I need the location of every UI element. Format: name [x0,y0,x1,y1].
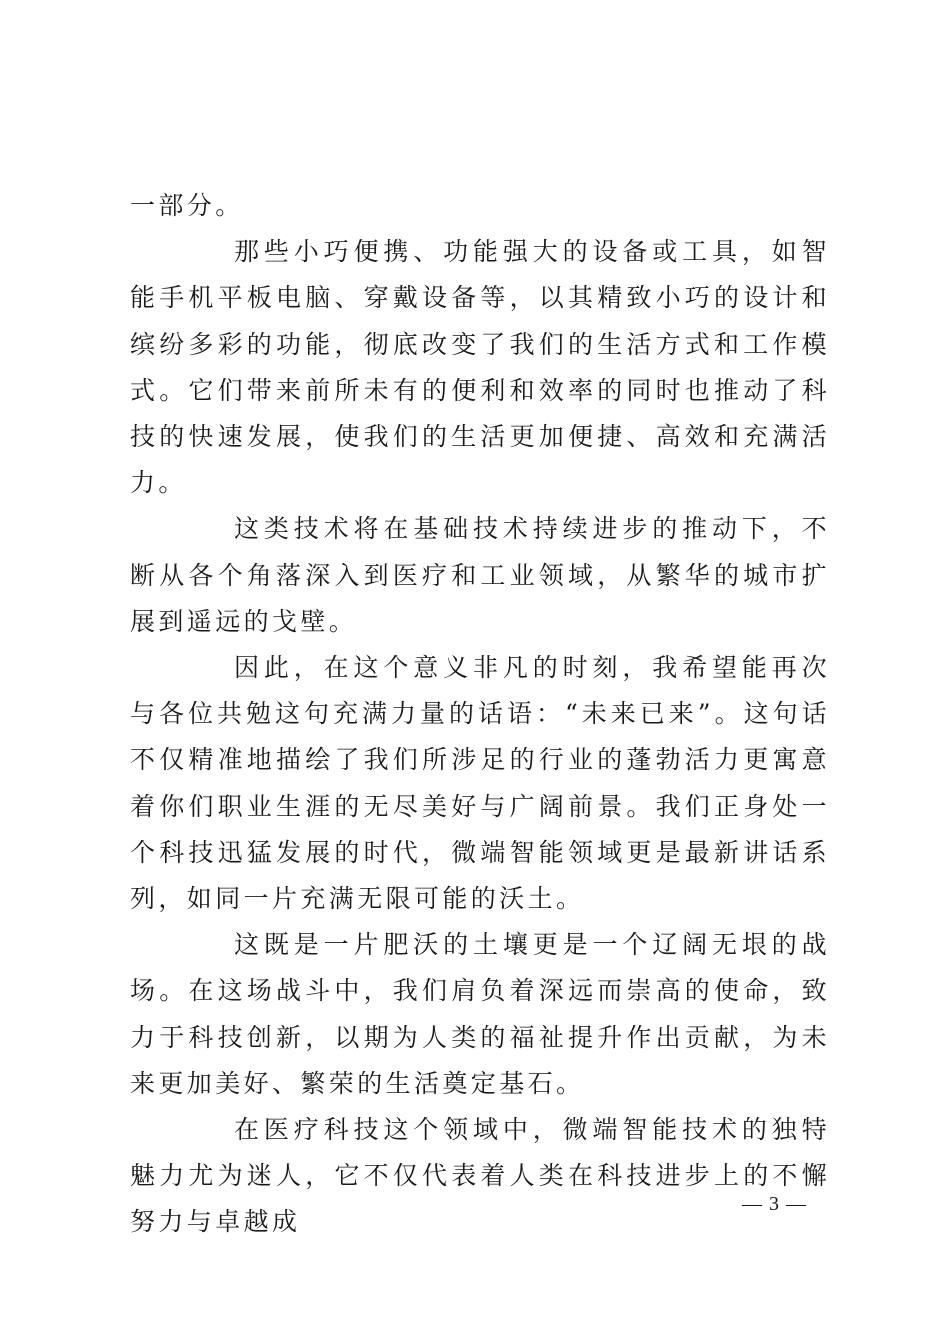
page-number: — 3 — [742,1193,807,1215]
paragraph: 因此，在这个意义非凡的时刻，我希望能再次与各位共勉这句充满力量的话语：“未来已来”。这句话不仅精准地描绘了我们所涉足的行业的蓬勃活力更寓意着你们职业生涯的无尽美好与广阔前景。我们正身处一个科技迅猛发展的时代，微端智能领域更是最新讲话系列，如同一片充满无限可能的沃土。 [130,653,830,914]
paragraph-continuation: 一部分。 [130,191,244,220]
paragraph: 在医疗科技这个领域中，微端智能技术的独特魅力尤为迷人，它不仅代表着人类在科技进步上的不懈努力与卓越成 [130,1115,830,1237]
document-body [130,183,830,1246]
paragraph: 那些小巧便携、功能强大的设备或工具，如智能手机平板电脑、穿戴设备等，以其精致小巧的设计和缤纷多彩的功能，彻底改变了我们的生活方式和工作模式。它们带来前所未有的便利和效率的同时也推动了科技的快速发展，使我们的生活更加便捷、高效和充满活力。 [130,237,830,498]
paragraph: 这既是一片肥沃的土壤更是一个辽阔无垠的战场。在这场战斗中，我们肩负着深远而崇高的使命，致力于科技创新，以期为人类的福祉提升作出贡献，为未来更加美好、繁荣的生活奠定基石。 [130,930,830,1098]
paragraph: 这类技术将在基础技术持续进步的推动下，不断从各个角落深入到医疗和工业领域，从繁华的城市扩展到遥远的戈壁。 [130,514,830,636]
